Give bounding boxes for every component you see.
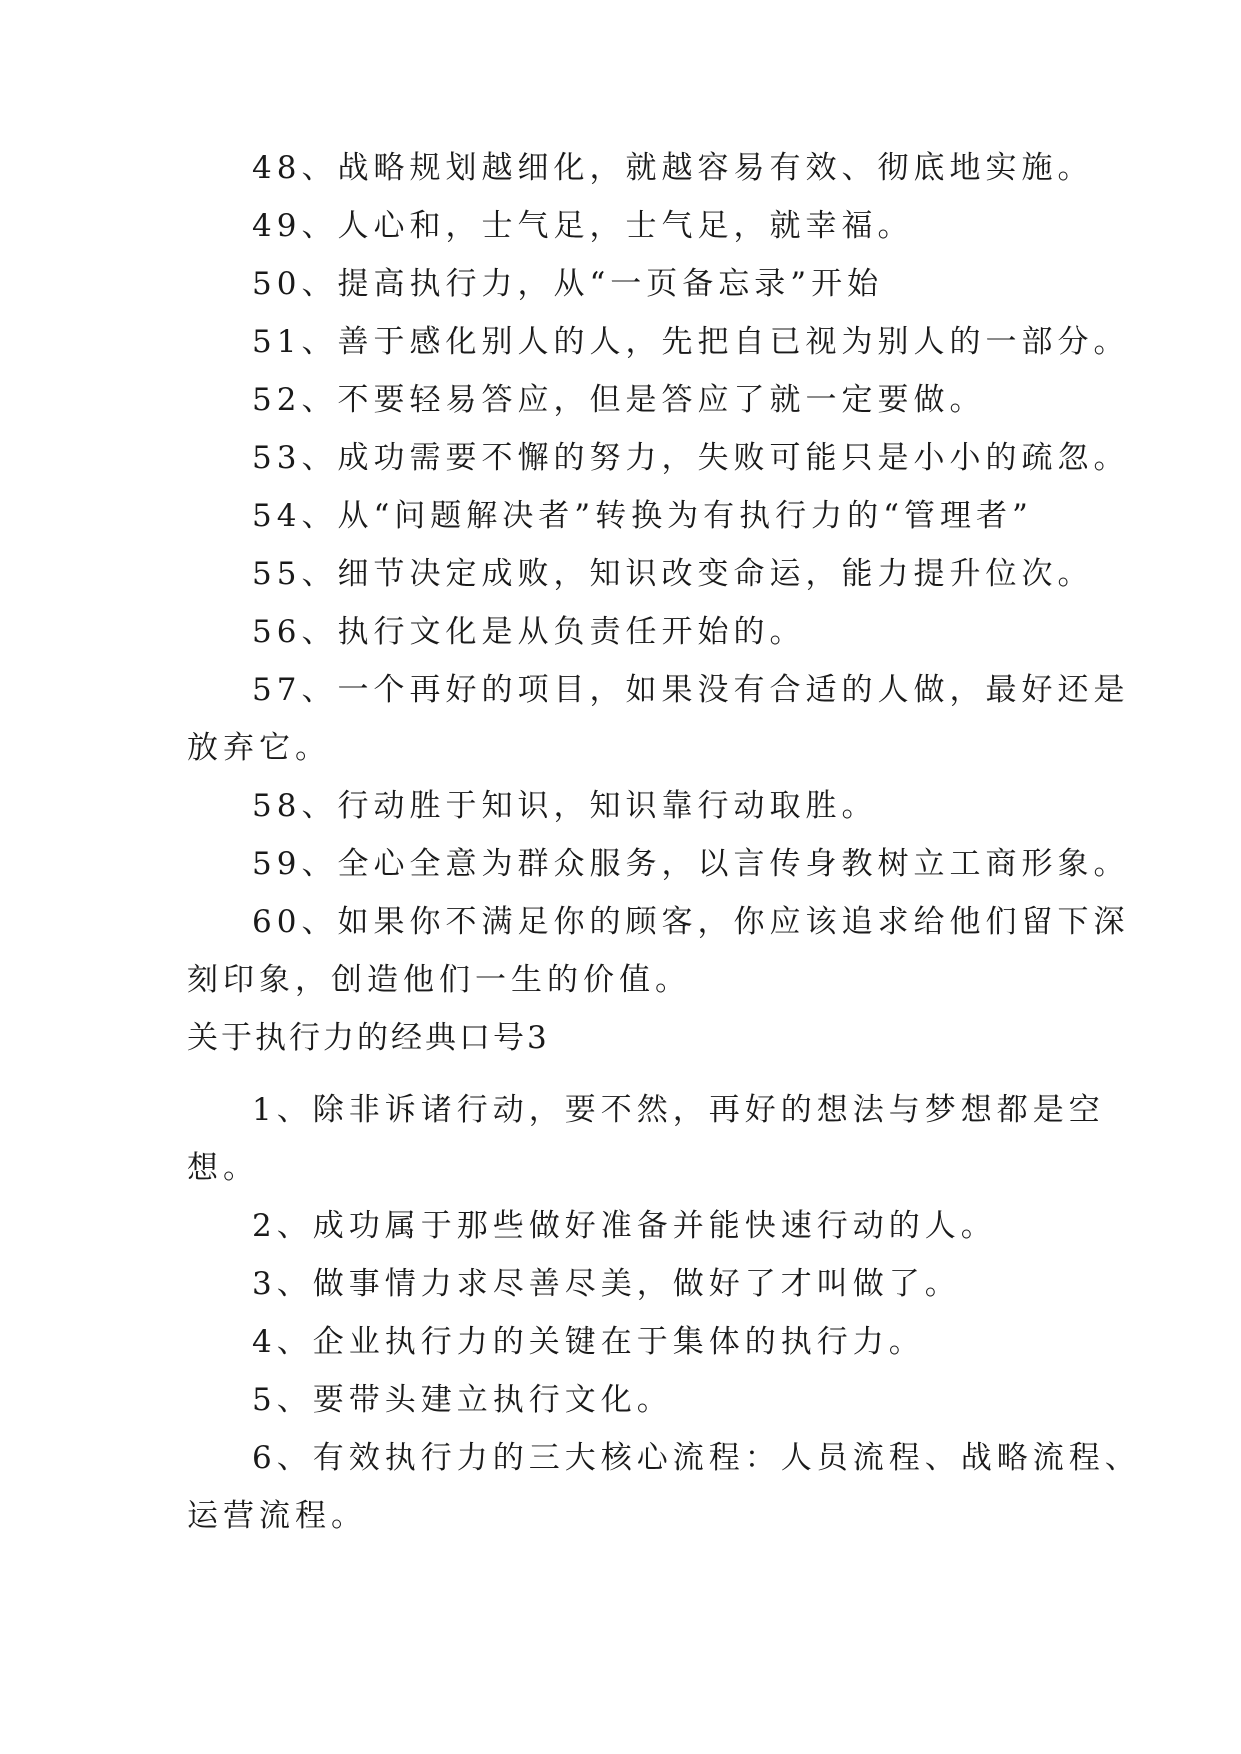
text-line-6-cont: 运营流程。 [187, 1498, 367, 1534]
text-line-59: 59、全心全意为群众服务，以言传身教树立工商形象。 [252, 846, 1130, 882]
text-line-48: 48、战略规划越细化，就越容易有效、彻底地实施。 [252, 150, 1094, 186]
text-line-53: 53、成功需要不懈的努力，失败可能只是小小的疏忽。 [252, 440, 1130, 476]
text-line-51: 51、善于感化别人的人，先把自已视为别人的一部分。 [252, 324, 1130, 360]
text-line-49: 49、人心和，士气足，士气足，就幸福。 [252, 208, 914, 244]
text-line-3: 3、做事情力求尽善尽美，做好了才叫做了。 [252, 1266, 961, 1302]
text-line-57-cont: 放弃它。 [187, 730, 331, 766]
text-line-4: 4、企业执行力的关键在于集体的执行力。 [252, 1324, 925, 1360]
text-line-1: 1、除非诉诸行动，要不然，再好的想法与梦想都是空 [252, 1092, 1105, 1128]
text-line-2: 2、成功属于那些做好准备并能快速行动的人。 [252, 1208, 997, 1244]
text-line-5: 5、要带头建立执行文化。 [252, 1382, 673, 1418]
text-line-60: 60、如果你不满足你的顾客，你应该追求给他们留下深 [252, 904, 1130, 940]
text-line-58: 58、行动胜于知识，知识靠行动取胜。 [252, 788, 878, 824]
text-line-1-cont: 想。 [187, 1150, 259, 1186]
text-line-55: 55、细节决定成败，知识改变命运，能力提升位次。 [252, 556, 1094, 592]
text-line-52: 52、不要轻易答应，但是答应了就一定要做。 [252, 382, 986, 418]
text-line-56: 56、执行文化是从负责任开始的。 [252, 614, 806, 650]
text-line-6: 6、有效执行力的三大核心流程：人员流程、战略流程、 [252, 1440, 1141, 1476]
text-line-57: 57、一个再好的项目，如果没有合适的人做，最好还是 [252, 672, 1130, 708]
text-line-54: 54、从“问题解决者”转换为有执行力的“管理者” [252, 498, 1033, 534]
text-line-50: 50、提高执行力，从“一页备忘录”开始 [252, 266, 884, 302]
text-line-60-cont: 刻印象，创造他们一生的价值。 [187, 962, 691, 998]
section-heading: 关于执行力的经典口号3 [187, 1020, 550, 1056]
